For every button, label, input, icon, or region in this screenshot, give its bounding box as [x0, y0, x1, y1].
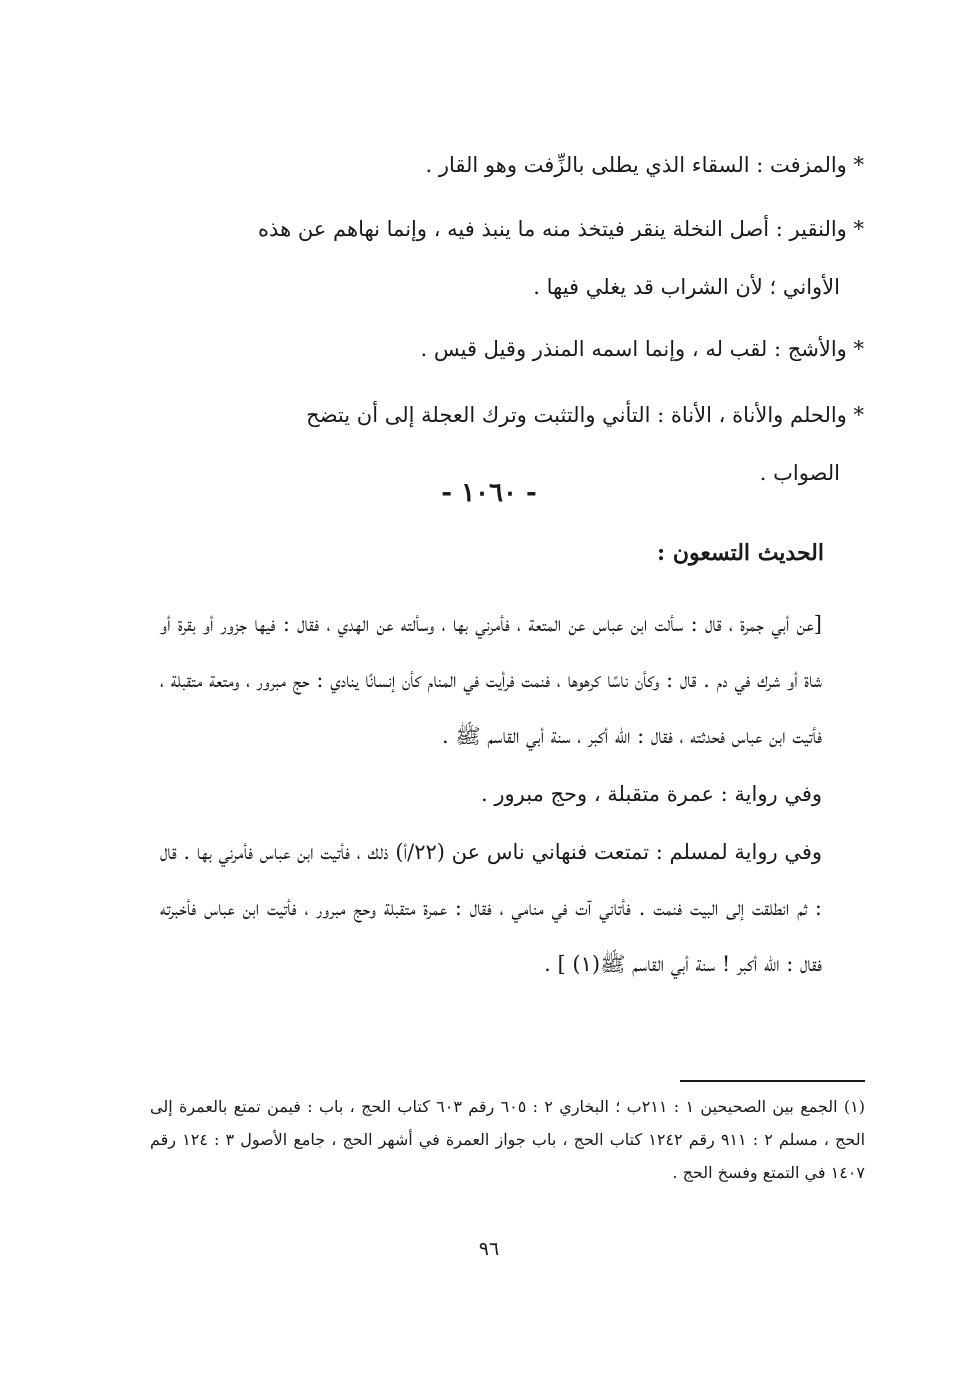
glossary-entry-hilm-line-2: الصواب . [759, 461, 840, 485]
variant-narration-one: وفي رواية : عمرة متقبلة ، وحج مبرور . [481, 782, 822, 806]
glossary-entry-ashaj: * والأشج : لقب له ، وإنما اسمه المنذر وقيل قيس . [420, 337, 864, 361]
glossary-entry-naqir-line-2: الأواني ؛ لأن الشراب قد يغلي فيها . [533, 275, 840, 299]
page-number: ٩٦ [478, 1238, 500, 1260]
glossary-entry-naqir-line-1: * والنقير : أصل النخلة ينقر فيتخذ منه ما ينبذ فيه ، وإنما نهاهم عن هذه [258, 217, 864, 241]
glossary-entry-hilm-line-1: * والحلم والأناة ، الأناة : التأني والتثبت وترك العجلة إلى أن يتضح [306, 403, 864, 427]
glossary-section [160, 136, 864, 502]
hadith-text [160, 596, 864, 992]
hadith-number: - ١٠٦٠ - [441, 478, 537, 508]
footnote-divider [680, 1080, 865, 1082]
variant-narration-muslim: وفي رواية لمسلم : تمتعت فنهاني ناس عن (٢٢/أ) ذلك ، فأتيت ابن عباس فأمرني بها . قال : ثم انطلقت إلى البيت فنمت . فأتاني آت في منامي ، فقال : عمرة متقبلة وحج مبرور ، فأتيت ابن عباس فأخبرته فقال : الله أكبر ! سنة أبي القاسم ﷺ(١) ] . [160, 840, 823, 976]
footnote: (١) الجمع بين الصحيحين ١ : ٢١١ب ؛ البخاري ٢ : ٦٠٥ رقم ٦٠٣ كتاب الحج ، باب : فيمن تمتع بالعمرة إلى الحج ، مسلم ٢ : ٩١١ رقم ١٢٤٢ كتاب الحج ، باب جواز العمرة في أشهر الحج ، جامع الأصول ٣ : ١٢٤ رقم ١٤٠٧ في التمتع وفسخ الحج . [150, 1097, 866, 1182]
section-title: الحديث التسعون : [657, 540, 824, 566]
main-paragraph: [عن أبي جمرة ، قال : سألت ابن عباس عن المتعة ، فأمرني بها ، وسألته عن الهدي ، فقال : فيها جزور أو بقرة أو شاة أو شرك في دم . قال : وكأن ناسًا كرهوها ، فنمت فرأيت في المنام كأن إنسانًا ينادي : حج مبرور ، ومتعة متقبلة ، فأتيت ابن عباس فحدثته ، فقال : الله أكبر ، سنة أبي القاسم ﷺ . [160, 612, 822, 748]
glossary-entry-muzaffat: * والمزفت : السقاء الذي يطلى بالزِّفت وهو القار . [425, 153, 864, 177]
